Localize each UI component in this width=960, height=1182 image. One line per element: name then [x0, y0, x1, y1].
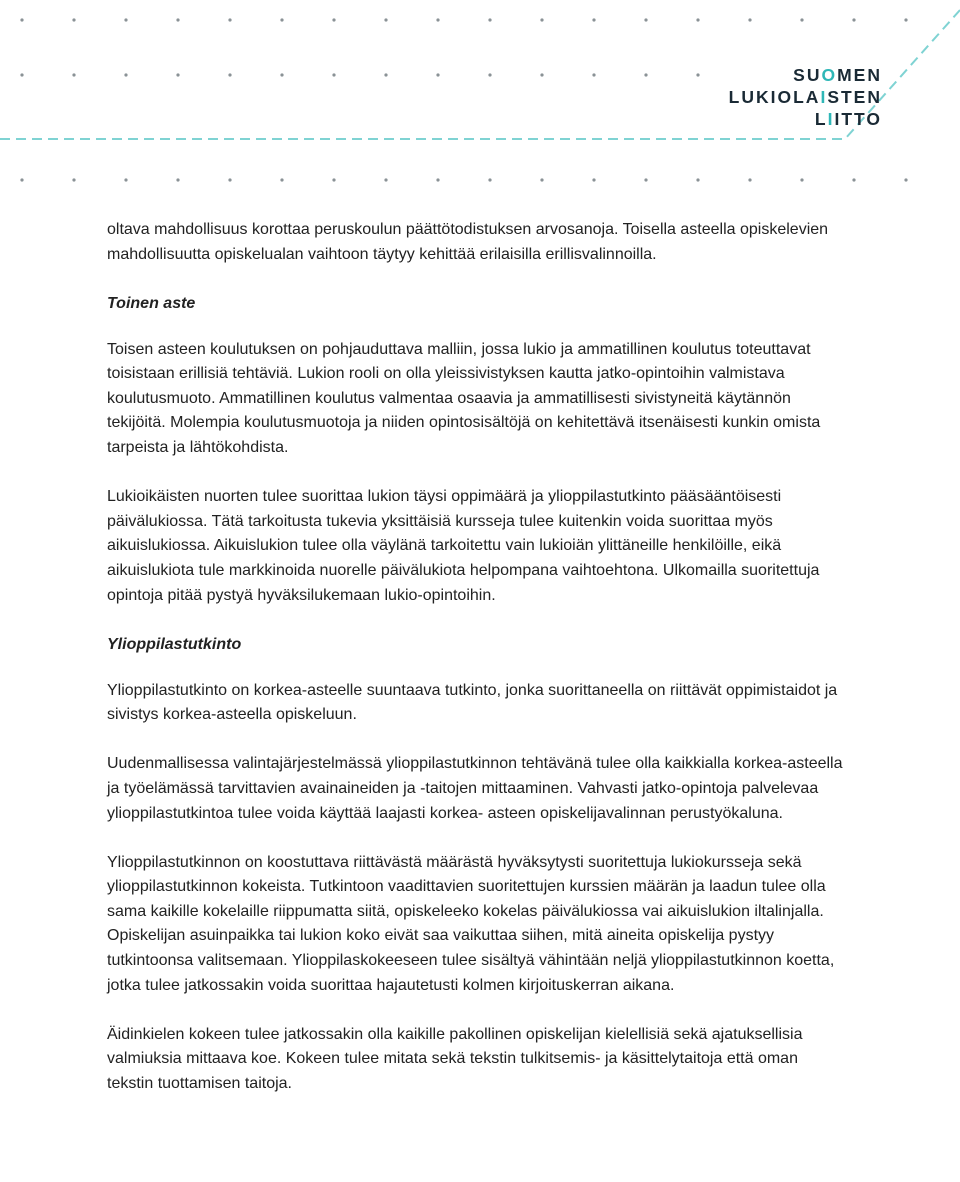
decor-dot [488, 73, 491, 76]
decor-dot [488, 18, 491, 21]
decor-dot [436, 178, 439, 181]
logo-line-2: LUKIOLAISTEN [728, 87, 882, 107]
decor-dot [228, 73, 231, 76]
decor-dot [800, 178, 803, 181]
paragraph: Lukioikäisten nuorten tulee suorittaa lukion täysi oppimäärä ja ylioppilastutkinto pääsääntöisesti päivälukiossa. Tätä tarkoitusta tukevia yksittäisiä kursseja tulee kuitenkin voida suorittaa myös aikuislukiossa. Aikuislukion tulee olla väylänä tarkoitettu vain lukioiän ylittäneille henkilöille, eikä aikuislukiota tule markkinoida nuorelle päivälukiota helpompana vaihtoehtona. Ulkomailla suoritettuja opintoja pitää pystyä hyväksilukemaan lukio-opintoihin. [107, 488, 820, 604]
decor-dot [280, 178, 283, 181]
section-heading-ylioppilastutkinto: Ylioppilastutkinto [107, 635, 242, 653]
decor-dot [20, 178, 23, 181]
decor-dot [384, 178, 387, 181]
decor-dot [800, 18, 803, 21]
paragraph: Ylioppilastutkinto on korkea-asteelle suuntaava tutkinto, jonka suorittaneella on riittävät oppimistaidot ja sivistys korkea-asteella opiskeluun. [107, 681, 838, 724]
decor-dot [228, 178, 231, 181]
section-heading-toinen-aste: Toinen aste [107, 294, 196, 312]
decor-dot [332, 178, 335, 181]
paragraph: Äidinkielen kokeen tulee jatkossakin olla kaikille pakollinen opiskelijan kielellisiä sekä ajatuksellisia valmiuksia mittaava koe. Kokeen tulee mitata sekä tekstin tulkitsemis- ja käsittelytaitoja että oman tekstin tuottamisen taitoja. [107, 1025, 803, 1092]
decor-dot [852, 178, 855, 181]
decor-dot [696, 178, 699, 181]
decor-dot [748, 178, 751, 181]
decor-dot [696, 18, 699, 21]
decor-dot [748, 18, 751, 21]
decor-dot [592, 178, 595, 181]
decor-dot [852, 18, 855, 21]
decor-dot [540, 73, 543, 76]
logo-line-1: SUOMEN [793, 65, 882, 85]
decor-dot [72, 73, 75, 76]
decor-dot [72, 178, 75, 181]
decor-dot [20, 18, 23, 21]
decor-dot [644, 73, 647, 76]
decor-dot [696, 73, 699, 76]
decor-dot [540, 18, 543, 21]
document-body [107, 218, 847, 1096]
logo [729, 64, 882, 130]
paragraph: Ylioppilastutkinnon on koostuttava riittävästä määrästä hyväksytysti suoritettuja lukiokursseja sekä ylioppilastutkinnon kokeista. Tutkintoon vaadittavien suoritettujen kurssien määrän ja laadun tulee olla sama kaikille kokelaille riippumatta siitä, opiskeleeko kokelas päivälukiossa vai aikuislukion iltalinjalla. Opiskelijan asuinpaikka tai lukion koko eivät saa vaikuttaa siihen, mitä aineita opiskelija pystyy tutkintoonsa valitsemaan. Ylioppilaskokeeseen tulee sisältyä vähintään neljä ylioppilastutkinnon koetta, jotka tulee jatkossakin voida suorittaa hajautetusti kolmen kirjoituskerran aikana. [107, 853, 835, 994]
decor-dot [176, 178, 179, 181]
paragraph: Uudenmallisessa valintajärjestelmässä ylioppilastutkinnon tehtävänä tulee olla kaikkialla korkea-asteella ja työelämässä tarvittavien avainaineiden ja -taitojen mittaaminen. Vahvasti jatko-opintoja palvelevaa ylioppilastutkintoa tulee voida käyttää laajasti korkea- asteen opiskelijavalinnan perustyökaluna. [107, 755, 843, 822]
paragraph: Toisen asteen koulutuksen on pohjauduttava malliin, jossa lukio ja ammatillinen koulutus toteuttavat toisistaan erillisiä tehtäviä. Lukion rooli on olla yleissivistyksen kautta jatko-opintoihin valmistava koulutusmuoto. Ammatillinen koulutus valmentaa osaavia ja ammatillisesti sivistyneitä käytännön tekijöitä. Molempia koulutusmuotoja ja niiden opintosisältöjä on kehitettävä itsenäisesti kunkin omista tarpeista ja lähtökohdista. [107, 340, 821, 457]
decor-dot [332, 18, 335, 21]
decor-dot [176, 18, 179, 21]
decor-dot [384, 18, 387, 21]
decor-dot [124, 178, 127, 181]
paragraph: oltava mahdollisuus korottaa peruskoulun päättötodistuksen arvosanoja. Toisella asteella opiskelevien mahdollisuutta opiskelualan vaihtoon täytyy kehittää erilaisilla erillisvalinnoilla. [107, 221, 829, 263]
decor-dot [124, 73, 127, 76]
logo-line-3: LIITTO [814, 109, 882, 129]
decor-dot [488, 178, 491, 181]
decor-dot [540, 178, 543, 181]
decor-dot [124, 18, 127, 21]
decor-dot [904, 18, 907, 21]
decor-dot [436, 18, 439, 21]
decor-dot [332, 73, 335, 76]
decor-dot [592, 73, 595, 76]
decor-dot [280, 73, 283, 76]
decor-dot [644, 18, 647, 21]
decor-dot [644, 178, 647, 181]
decor-dot [176, 73, 179, 76]
decor-dot [72, 18, 75, 21]
decor-dot [436, 73, 439, 76]
decor-dot [592, 18, 595, 21]
decor-dot [384, 73, 387, 76]
decor-dot [228, 18, 231, 21]
decor-dot [280, 18, 283, 21]
decor-dot [20, 73, 23, 76]
decor-dot [904, 178, 907, 181]
